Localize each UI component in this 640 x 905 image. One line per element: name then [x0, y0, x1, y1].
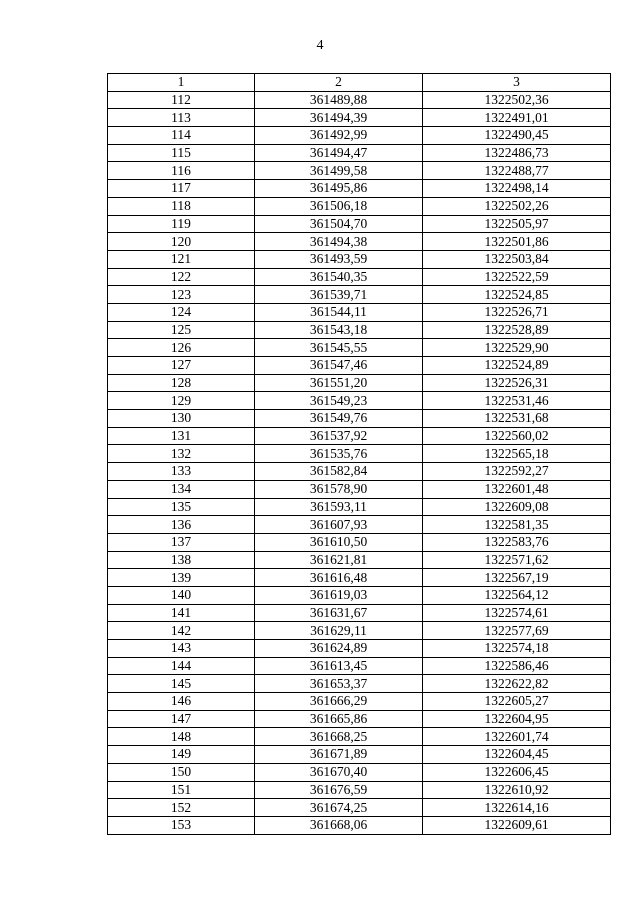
table-row	[108, 675, 611, 693]
x-coordinate-cell: 361668,25	[255, 728, 423, 746]
header-col-2: 2	[255, 74, 423, 92]
point-number-cell: 152	[108, 799, 255, 817]
table-row	[108, 569, 611, 587]
x-coordinate-cell: 361489,88	[255, 91, 423, 109]
table-row	[108, 303, 611, 321]
y-coordinate-cell: 1322606,45	[423, 763, 611, 781]
header-col-1: 1	[108, 74, 255, 92]
point-number-cell: 113	[108, 109, 255, 127]
x-coordinate-cell: 361547,46	[255, 357, 423, 375]
x-coordinate-cell: 361493,59	[255, 250, 423, 268]
x-coordinate-cell: 361666,29	[255, 693, 423, 711]
x-coordinate-cell: 361629,11	[255, 622, 423, 640]
y-coordinate-cell: 1322564,12	[423, 586, 611, 604]
table-row	[108, 339, 611, 357]
y-coordinate-cell: 1322491,01	[423, 109, 611, 127]
x-coordinate-cell: 361549,76	[255, 410, 423, 428]
x-coordinate-cell: 361499,58	[255, 162, 423, 180]
x-coordinate-cell: 361539,71	[255, 286, 423, 304]
page-number: 4	[316, 38, 324, 53]
point-number-cell: 145	[108, 675, 255, 693]
x-coordinate-cell: 361535,76	[255, 445, 423, 463]
point-number-cell: 137	[108, 533, 255, 551]
y-coordinate-cell: 1322498,14	[423, 180, 611, 198]
y-coordinate-cell: 1322526,31	[423, 374, 611, 392]
point-number-cell: 140	[108, 586, 255, 604]
table-row	[108, 197, 611, 215]
y-coordinate-cell: 1322622,82	[423, 675, 611, 693]
y-coordinate-cell: 1322610,92	[423, 781, 611, 799]
x-coordinate-cell: 361492,99	[255, 127, 423, 145]
point-number-cell: 131	[108, 427, 255, 445]
x-coordinate-cell: 361619,03	[255, 586, 423, 604]
point-number-cell: 128	[108, 374, 255, 392]
table-row	[108, 250, 611, 268]
table-row	[108, 551, 611, 569]
x-coordinate-cell: 361653,37	[255, 675, 423, 693]
point-number-cell: 126	[108, 339, 255, 357]
table-row	[108, 763, 611, 781]
point-number-cell: 146	[108, 693, 255, 711]
y-coordinate-cell: 1322522,59	[423, 268, 611, 286]
table-row	[108, 233, 611, 251]
table-row	[108, 286, 611, 304]
table-row	[108, 427, 611, 445]
y-coordinate-cell: 1322581,35	[423, 516, 611, 534]
x-coordinate-cell: 361674,25	[255, 799, 423, 817]
point-number-cell: 122	[108, 268, 255, 286]
table-row	[108, 162, 611, 180]
point-number-cell: 151	[108, 781, 255, 799]
x-coordinate-cell: 361494,47	[255, 144, 423, 162]
y-coordinate-cell: 1322609,08	[423, 498, 611, 516]
y-coordinate-cell: 1322571,62	[423, 551, 611, 569]
y-coordinate-cell: 1322505,97	[423, 215, 611, 233]
table-row	[108, 445, 611, 463]
y-coordinate-cell: 1322601,48	[423, 480, 611, 498]
table-row	[108, 357, 611, 375]
table-row	[108, 816, 611, 834]
x-coordinate-cell: 361621,81	[255, 551, 423, 569]
point-number-cell: 121	[108, 250, 255, 268]
point-number-cell: 133	[108, 463, 255, 481]
x-coordinate-cell: 361543,18	[255, 321, 423, 339]
point-number-cell: 119	[108, 215, 255, 233]
y-coordinate-cell: 1322565,18	[423, 445, 611, 463]
table-row	[108, 710, 611, 728]
table-row	[108, 640, 611, 658]
y-coordinate-cell: 1322592,27	[423, 463, 611, 481]
table-row	[108, 215, 611, 233]
header-col-3: 3	[423, 74, 611, 92]
table-row	[108, 799, 611, 817]
y-coordinate-cell: 1322501,86	[423, 233, 611, 251]
table-row	[108, 91, 611, 109]
point-number-cell: 127	[108, 357, 255, 375]
point-number-cell: 143	[108, 640, 255, 658]
x-coordinate-cell: 361671,89	[255, 746, 423, 764]
x-coordinate-cell: 361668,06	[255, 816, 423, 834]
x-coordinate-cell: 361593,11	[255, 498, 423, 516]
y-coordinate-cell: 1322531,46	[423, 392, 611, 410]
point-number-cell: 134	[108, 480, 255, 498]
point-number-cell: 144	[108, 657, 255, 675]
x-coordinate-cell: 361676,59	[255, 781, 423, 799]
table-row	[108, 392, 611, 410]
y-coordinate-cell: 1322604,95	[423, 710, 611, 728]
table-row	[108, 533, 611, 551]
header-row	[108, 74, 611, 92]
point-number-cell: 135	[108, 498, 255, 516]
x-coordinate-cell: 361631,67	[255, 604, 423, 622]
table-row	[108, 321, 611, 339]
x-coordinate-cell: 361549,23	[255, 392, 423, 410]
x-coordinate-cell: 361545,55	[255, 339, 423, 357]
point-number-cell: 150	[108, 763, 255, 781]
point-number-cell: 116	[108, 162, 255, 180]
y-coordinate-cell: 1322488,77	[423, 162, 611, 180]
y-coordinate-cell: 1322583,76	[423, 533, 611, 551]
y-coordinate-cell: 1322560,02	[423, 427, 611, 445]
point-number-cell: 153	[108, 816, 255, 834]
table-body	[108, 91, 611, 834]
table-row	[108, 586, 611, 604]
x-coordinate-cell: 361494,39	[255, 109, 423, 127]
x-coordinate-cell: 361537,92	[255, 427, 423, 445]
point-number-cell: 148	[108, 728, 255, 746]
x-coordinate-cell: 361670,40	[255, 763, 423, 781]
y-coordinate-cell: 1322586,46	[423, 657, 611, 675]
coordinates-table	[107, 73, 611, 835]
point-number-cell: 130	[108, 410, 255, 428]
y-coordinate-cell: 1322567,19	[423, 569, 611, 587]
table-row	[108, 374, 611, 392]
y-coordinate-cell: 1322574,18	[423, 640, 611, 658]
y-coordinate-cell: 1322486,73	[423, 144, 611, 162]
y-coordinate-cell: 1322503,84	[423, 250, 611, 268]
y-coordinate-cell: 1322528,89	[423, 321, 611, 339]
table-header	[108, 74, 611, 92]
y-coordinate-cell: 1322605,27	[423, 693, 611, 711]
y-coordinate-cell: 1322609,61	[423, 816, 611, 834]
y-coordinate-cell: 1322604,45	[423, 746, 611, 764]
table-row	[108, 268, 611, 286]
point-number-cell: 125	[108, 321, 255, 339]
table-row	[108, 463, 611, 481]
point-number-cell: 112	[108, 91, 255, 109]
point-number-cell: 118	[108, 197, 255, 215]
y-coordinate-cell: 1322490,45	[423, 127, 611, 145]
point-number-cell: 117	[108, 180, 255, 198]
y-coordinate-cell: 1322502,26	[423, 197, 611, 215]
x-coordinate-cell: 361504,70	[255, 215, 423, 233]
x-coordinate-cell: 361610,50	[255, 533, 423, 551]
table-row	[108, 109, 611, 127]
point-number-cell: 114	[108, 127, 255, 145]
table-row	[108, 657, 611, 675]
y-coordinate-cell: 1322524,85	[423, 286, 611, 304]
point-number-cell: 139	[108, 569, 255, 587]
y-coordinate-cell: 1322502,36	[423, 91, 611, 109]
point-number-cell: 138	[108, 551, 255, 569]
table-row	[108, 144, 611, 162]
x-coordinate-cell: 361665,86	[255, 710, 423, 728]
y-coordinate-cell: 1322574,61	[423, 604, 611, 622]
table-row	[108, 746, 611, 764]
table-row	[108, 127, 611, 145]
x-coordinate-cell: 361613,45	[255, 657, 423, 675]
point-number-cell: 142	[108, 622, 255, 640]
table-row	[108, 480, 611, 498]
table-row	[108, 604, 611, 622]
point-number-cell: 129	[108, 392, 255, 410]
point-number-cell: 149	[108, 746, 255, 764]
point-number-cell: 123	[108, 286, 255, 304]
table-row	[108, 622, 611, 640]
y-coordinate-cell: 1322529,90	[423, 339, 611, 357]
x-coordinate-cell: 361578,90	[255, 480, 423, 498]
table-row	[108, 693, 611, 711]
y-coordinate-cell: 1322601,74	[423, 728, 611, 746]
x-coordinate-cell: 361551,20	[255, 374, 423, 392]
x-coordinate-cell: 361495,86	[255, 180, 423, 198]
y-coordinate-cell: 1322524,89	[423, 357, 611, 375]
table-row	[108, 180, 611, 198]
x-coordinate-cell: 361540,35	[255, 268, 423, 286]
point-number-cell: 120	[108, 233, 255, 251]
table-row	[108, 410, 611, 428]
x-coordinate-cell: 361544,11	[255, 303, 423, 321]
x-coordinate-cell: 361624,89	[255, 640, 423, 658]
point-number-cell: 132	[108, 445, 255, 463]
point-number-cell: 147	[108, 710, 255, 728]
table-row	[108, 498, 611, 516]
x-coordinate-cell: 361616,48	[255, 569, 423, 587]
point-number-cell: 124	[108, 303, 255, 321]
table-row	[108, 728, 611, 746]
point-number-cell: 115	[108, 144, 255, 162]
x-coordinate-cell: 361506,18	[255, 197, 423, 215]
point-number-cell: 136	[108, 516, 255, 534]
y-coordinate-cell: 1322526,71	[423, 303, 611, 321]
table-row	[108, 516, 611, 534]
x-coordinate-cell: 361582,84	[255, 463, 423, 481]
table-row	[108, 781, 611, 799]
x-coordinate-cell: 361607,93	[255, 516, 423, 534]
point-number-cell: 141	[108, 604, 255, 622]
y-coordinate-cell: 1322614,16	[423, 799, 611, 817]
x-coordinate-cell: 361494,38	[255, 233, 423, 251]
y-coordinate-cell: 1322531,68	[423, 410, 611, 428]
y-coordinate-cell: 1322577,69	[423, 622, 611, 640]
